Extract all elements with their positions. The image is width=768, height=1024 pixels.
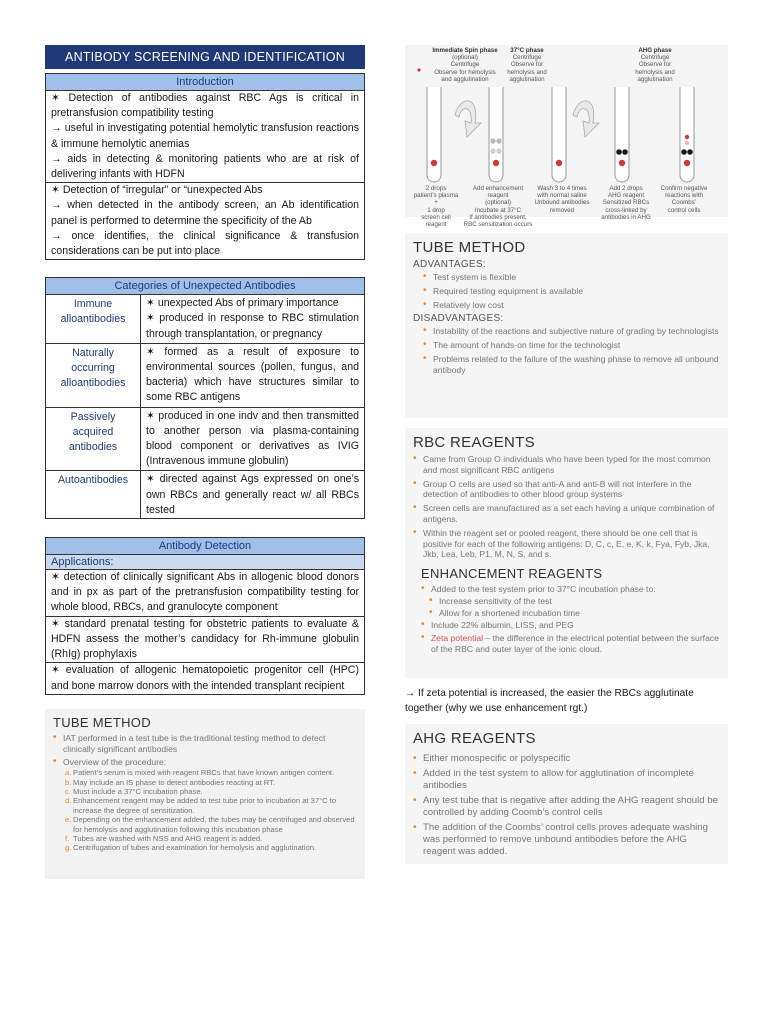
list-item — [53, 757, 357, 768]
category-term: Immune alloantibodies — [46, 295, 141, 344]
caption-step-2: Add enhancement reagent (optional) Incubate at 37°C If antibodies present, RBC sensitization occurs — [463, 185, 533, 229]
step-text: Depending on the enhancement added, the tubes may be centrifuged and observed for hemolysis and agglutination following this incubation phase — [73, 815, 355, 834]
caption-step-3: Wash 3 to 4 times with normal saline Unbound antibodies removed — [534, 185, 590, 214]
list-item — [65, 843, 357, 852]
advantages-label: ADVANTAGES: — [413, 259, 486, 270]
ahg-list — [413, 753, 720, 858]
intro-line: → aids in detecting & monitoring patients who are at risk of delivering infants with HDFN — [51, 152, 359, 181]
introduction-box — [45, 73, 365, 260]
left-column — [45, 45, 365, 879]
list-item: • Added in the test system to allow for agglutination of incomplete antibodies — [413, 768, 720, 792]
tube-diagram-card — [405, 45, 728, 229]
list-item — [65, 815, 357, 834]
table-row — [46, 295, 364, 344]
curved-arrow-icon — [573, 101, 599, 137]
list-item: • Either monospecific or polyspecific — [413, 753, 720, 765]
category-desc: ✶ directed against Ags expressed on one’s own RBCs and generally react w/ all RBCs tested — [141, 471, 365, 519]
phase-lines: (optional) Centrifuge Observe for hemolysis and agglutination — [434, 54, 496, 83]
list-item: • Include 22% albumin, LISS, and PEG — [421, 620, 720, 631]
curved-arrow-icon — [455, 101, 481, 137]
list-item: • The amount of hands-on time for the technologist — [423, 340, 720, 351]
categories-table — [46, 294, 364, 519]
list-item: • Problems related to the failure of the washing phase to remove all unbound antibody — [423, 354, 720, 376]
introduction-heading: Introduction — [46, 74, 364, 91]
enhancement-title: ENHANCEMENT REAGENTS — [421, 566, 603, 582]
category-term: Passively acquired antibodies — [46, 407, 141, 471]
rbc-dot — [684, 160, 690, 166]
disadvantages-label: DISADVANTAGES: — [413, 313, 504, 325]
category-desc: ✶ formed as a result of exposure to environmental sources (pollen, fungus, and bacteria) which have structures similar to some RBC antigens — [141, 343, 365, 407]
caption-step-4: Add 2 drops AHG reagent Sensitized RBCs cross-linked by antibodies in AHG — [601, 185, 651, 221]
step-letter: e. — [65, 815, 72, 825]
category-term: Naturally occurring alloantibodies — [46, 343, 141, 407]
procedure-steps — [53, 768, 357, 853]
list-item: • Allow for a shortened incubation time — [429, 608, 720, 619]
categories-heading: Categories of Unexpected Antibodies — [46, 278, 364, 295]
category-desc: ✶ produced in one indv and then transmitted to another person via plasma-containing blood component or derivatives as IVIG (Intravenous immune globulin) — [141, 407, 365, 471]
list-item: • Came from Group O individuals who have been typed for the most common and most significant RBC antigens — [413, 454, 720, 476]
ahg-reagents-card — [405, 724, 728, 864]
step-letter: d. — [65, 796, 72, 806]
overview-label: Overview of the procedure: — [63, 757, 167, 768]
zeta-term: Zeta potential — [431, 633, 484, 644]
tube-method-title-left: TUBE METHOD — [53, 714, 151, 730]
step-text: Must include a 37°C incubation phase. — [73, 786, 203, 796]
categories-box — [45, 277, 365, 519]
intro-line: ✶ Detection of antibodies against RBC Ags is critical in pretransfusion compatibility testing — [51, 92, 359, 120]
step-text: Centrifugation of tubes and examination for hemolysis and agglutination. — [73, 843, 317, 853]
detection-item: ✶ detection of clinically significant Abs in allogenic blood donors and in px as part of the pretransfusion compatibility testing for whole blood, RBCs, and granulocyte component — [51, 571, 359, 614]
enhancement-sublist — [413, 596, 720, 619]
phase-title: 37°C phase — [510, 47, 544, 54]
rbc-dot — [493, 160, 499, 166]
test-tube-2 — [489, 87, 503, 182]
table-row — [46, 471, 364, 519]
list-item — [65, 834, 357, 843]
list-item: • Instability of the reactions and subjective nature of grading by technologists — [423, 326, 720, 337]
category-desc-line: ✶ unexpected Abs of primary importance ✶ produced in response to RBC stimulation through transplantation, or pregnancy — [146, 297, 359, 340]
step-letter: g. — [65, 843, 72, 853]
list-item: • Screen cells are manufactured as a set each having a unique combination of antigens. — [413, 503, 720, 525]
step-letter: c. — [65, 786, 71, 796]
tube-method-card-left — [45, 709, 365, 879]
drop-icon — [417, 68, 420, 71]
caption-step-5: Confirm negative reactions with Coombs’ control cells — [660, 185, 708, 214]
zeta-note: → If zeta potential is increased, the easier the RBCs agglutinate together (why we use enhancement rgt.) — [405, 688, 694, 714]
intro-line: → when detected in the antibody screen, an Ab identification panel is performed to determine the specificity of the Ab — [51, 199, 359, 227]
rbc-dot — [431, 160, 437, 166]
list-item — [65, 796, 357, 815]
right-column — [405, 45, 728, 864]
test-tube-1 — [427, 87, 441, 182]
rbc-dot — [556, 160, 562, 166]
list-item: • IAT performed in a test tube is the traditional testing method to detect clinically significant antibodies — [53, 733, 357, 755]
test-tube-4 — [615, 87, 629, 182]
intro-line: ✶ Detection of “irregular” or “unexpected Abs — [51, 184, 263, 197]
applications-label: Applications: — [46, 555, 364, 570]
category-term: Autoantibodies — [46, 471, 141, 519]
ahg-title: AHG REAGENTS — [413, 730, 536, 747]
list-item: • Any test tube that is negative after adding the AHG reagent should be controlled by adding Coomb’s control cells — [413, 795, 720, 819]
phase-title: Immediate Spin phase — [432, 47, 498, 54]
rbc-reagents-list — [413, 454, 720, 560]
tube-method-title-right: TUBE METHOD — [413, 239, 526, 256]
enhancement-list — [413, 584, 720, 595]
detection-item: ✶ evaluation of allogenic hematopoietic progenitor cell (HPC) and bone marrow donors with the intended transplant recipient — [46, 662, 364, 693]
table-row — [46, 343, 364, 407]
rbc-reagents-title: RBC REAGENTS — [413, 434, 535, 451]
list-item: • Increase sensitivity of the test — [429, 596, 720, 607]
step-letter: a. — [65, 768, 72, 778]
detection-heading: Antibody Detection — [46, 538, 364, 555]
intro-block-1 — [46, 91, 364, 182]
enhancement-list-2 — [413, 620, 720, 655]
advantages-list — [413, 272, 720, 310]
list-item: • Test system is flexible — [423, 272, 720, 283]
page-title: ANTIBODY SCREENING AND IDENTIFICATION — [45, 45, 365, 69]
detection-item: ✶ standard prenatal testing for obstetric patients to evaluate & HDFN assess the mother’s candidacy for Rh-immune globulin (RhIg) prophylaxis — [46, 616, 364, 663]
intro-line: → once identifies, the clinical significance & transfusion considerations can be put into place — [51, 229, 359, 258]
phase-lines: Centrifuge Observe for hemolysis and agglutination — [635, 54, 675, 83]
list-item: • Within the reagent set or pooled reagent, there should be one cell that is positive for each of the following antigens: D, C, c, E, e, K, k, Fya, Fyb, Jka, Jkb, Lea, Leb, P1, M, N, S, and s. — [413, 528, 720, 560]
test-tube-5 — [680, 87, 694, 182]
list-item: • Added to the test system prior to 37°C incubation phase to: — [421, 584, 720, 595]
step-text: Patient’s serum is mixed with reagent RBCs that have known antigen content. — [73, 768, 335, 778]
tube-diagram — [405, 45, 710, 229]
step-text: Enhancement reagent may be added to test tube prior to incubation at 37°C to increase the degree of sensitization. — [73, 796, 337, 815]
zeta-definition: – the difference in the electrical potential between the surface of the RBC and outer layer of the ionic cloud. — [431, 633, 719, 655]
intro-block-2 — [46, 182, 364, 259]
table-row — [46, 407, 364, 471]
list-item: • Required testing equipment is available — [423, 286, 720, 297]
phase-lines: Centrifuge Observe for hemolysis and agglutination — [507, 54, 547, 83]
detection-box — [45, 537, 365, 695]
step-text: Tubes are washed with NSS and AHG reagent is added. — [73, 833, 263, 843]
test-tube-3 — [552, 87, 566, 182]
list-item: • Relatively low cost — [423, 300, 720, 311]
list-item — [421, 633, 720, 655]
list-item — [65, 778, 357, 787]
rbc-reagents-card — [405, 428, 728, 678]
list-item: • Group O cells are used so that anti-A and anti-B will not interfere in the detection of antibodies to other blood group systems — [413, 479, 720, 501]
tube-method-card-right — [405, 233, 728, 418]
step-letter: f. — [65, 833, 70, 843]
category-desc — [141, 295, 365, 344]
list-item — [65, 768, 357, 777]
intro-line: → useful in investigating potential hemolytic transfusion reactions & immune hemolytic anemias — [51, 122, 359, 150]
phase-title: AHG phase — [638, 47, 672, 54]
list-item: • The addition of the Coombs’ control cells proves adequate washing was performed to remove unbound antibodies before the AHG reagent was added. — [413, 822, 720, 858]
disadvantages-list — [413, 326, 720, 375]
tube-method-list — [53, 733, 357, 768]
list-item — [65, 787, 357, 796]
caption-step-1: 2 drops patient’s plasma + 1 drop screen cell reagent — [413, 185, 459, 229]
step-letter: b. — [65, 777, 72, 787]
rbc-dot — [619, 160, 625, 166]
step-text: May include an IS phase to detect antibodies reacting at RT. — [73, 777, 276, 787]
